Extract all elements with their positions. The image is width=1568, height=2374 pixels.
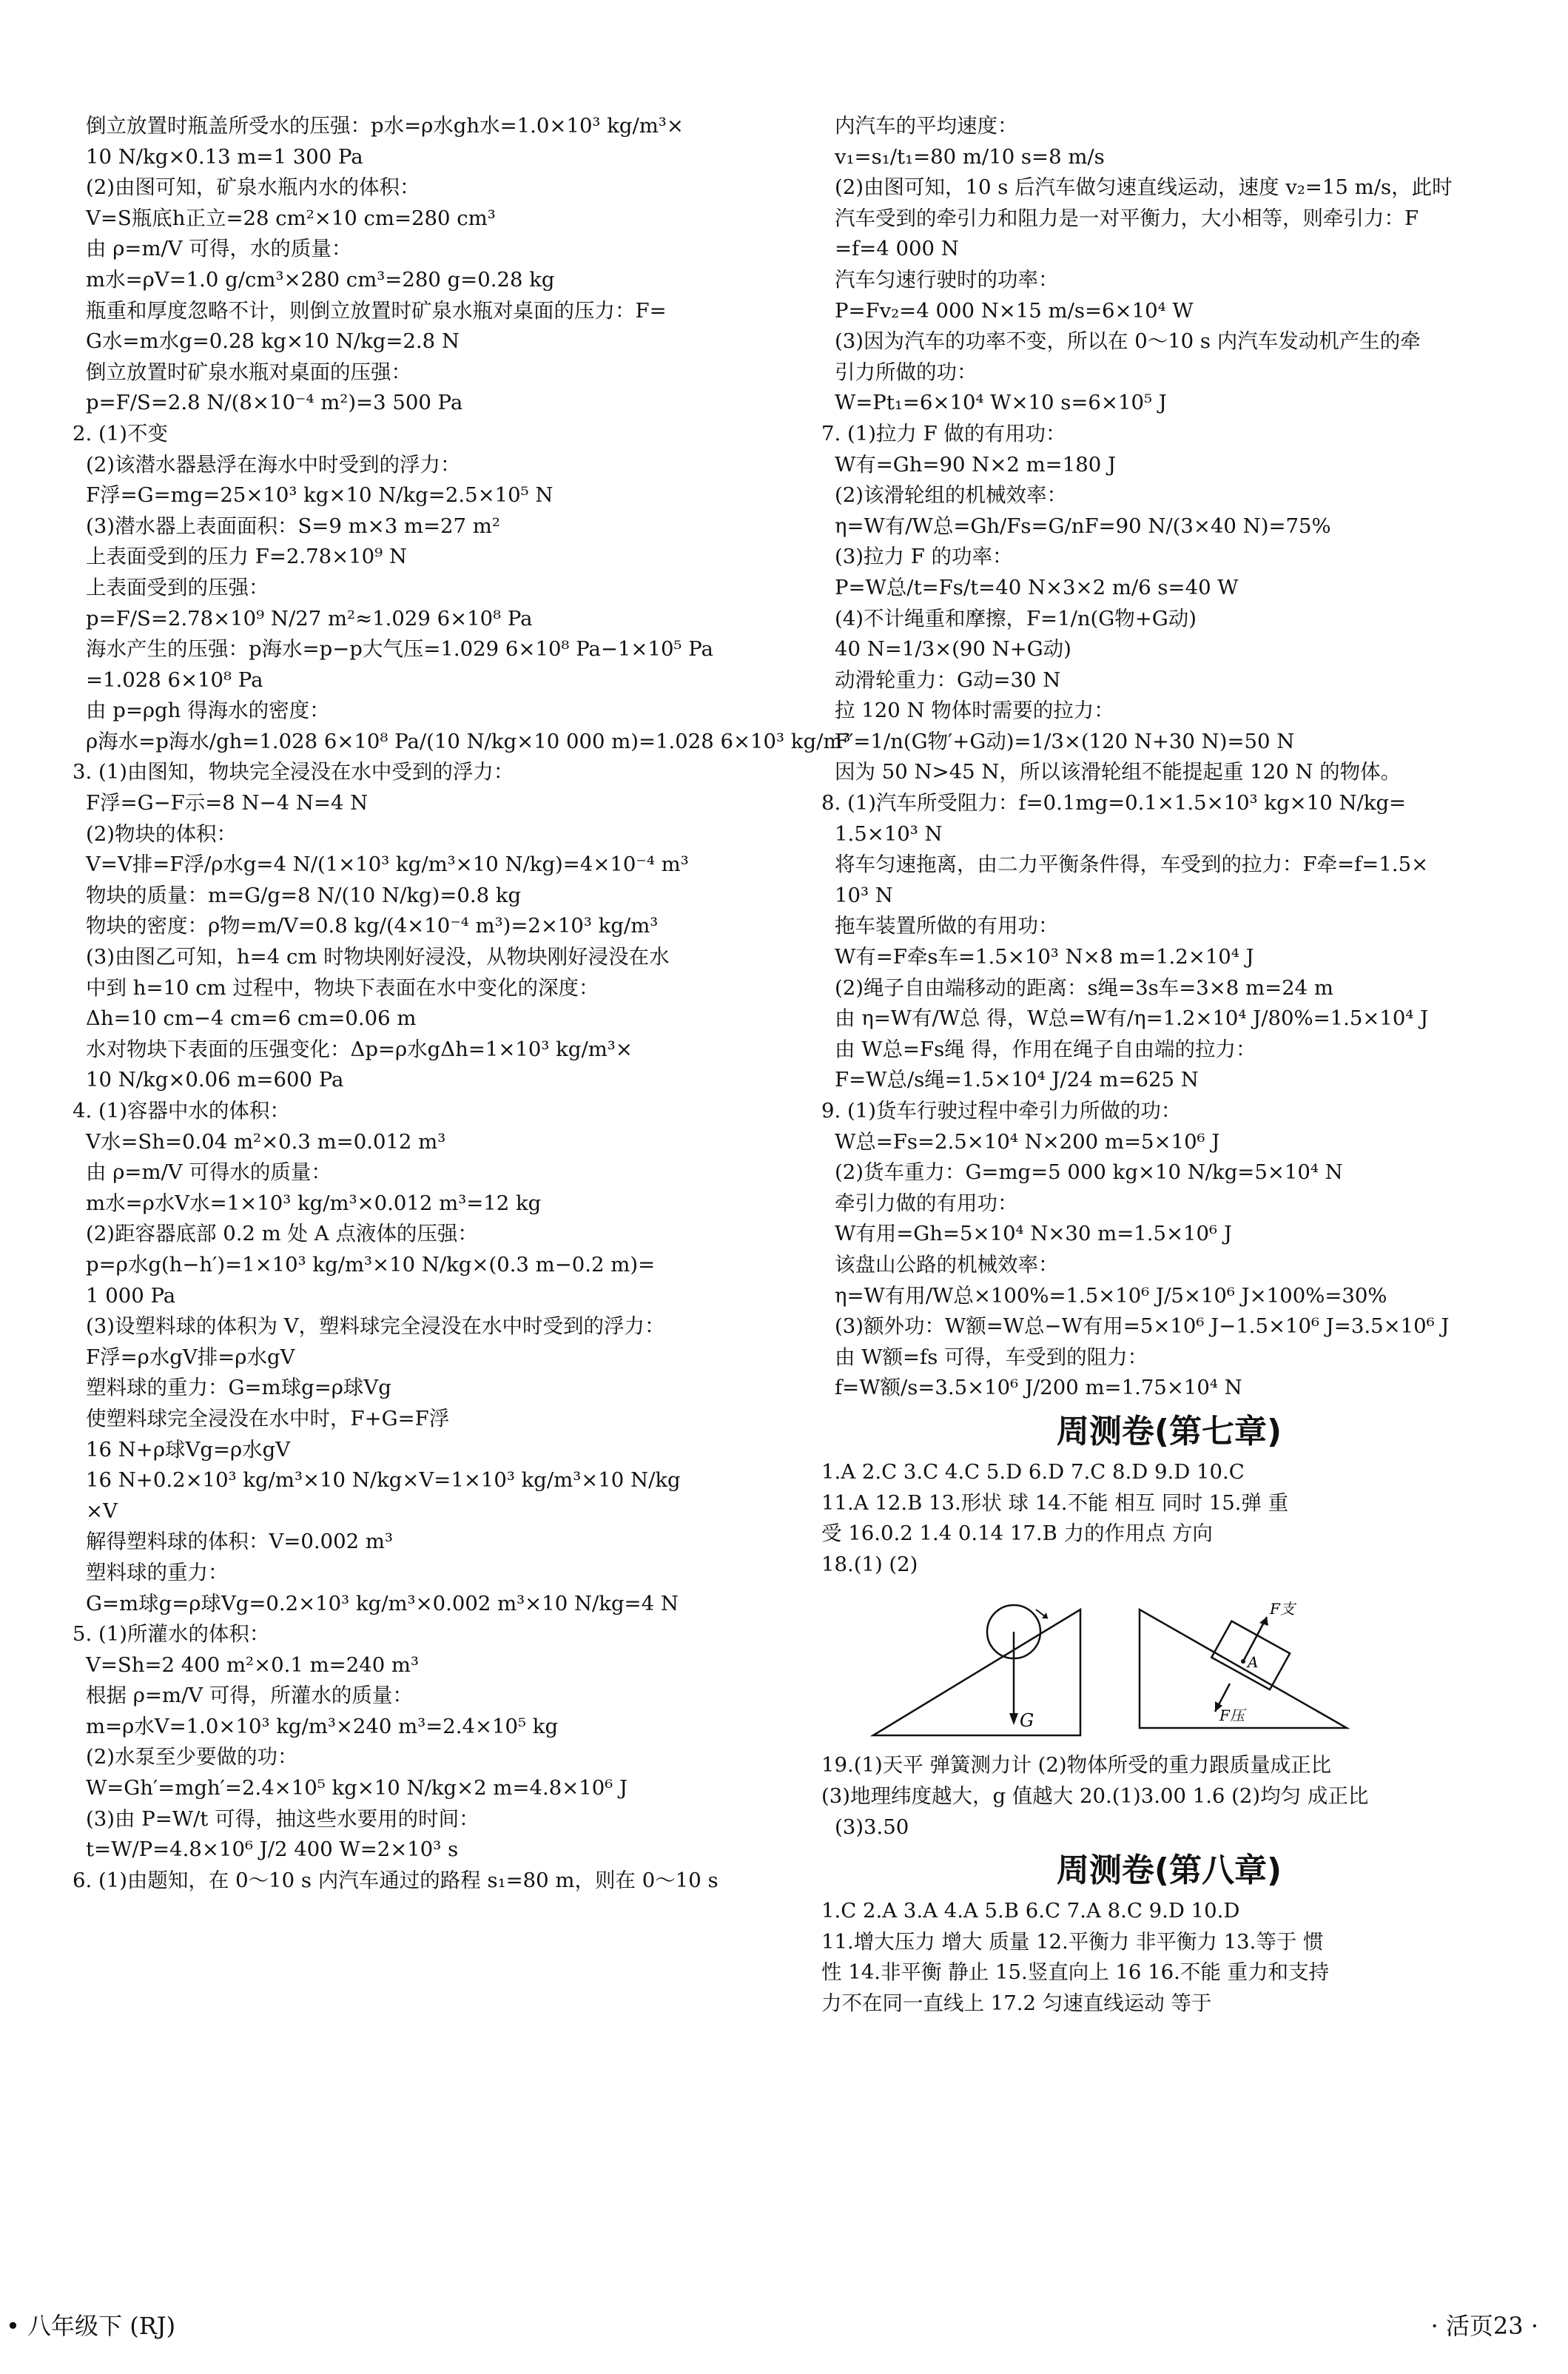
answer-line: 由 η=W有/W总 得，W总=W有/η=1.2×10⁴ J/80%=1.5×10⁴ J xyxy=(835,1006,1429,1031)
answer-line: G水=m水g=0.28 kg×10 N/kg=2.8 N xyxy=(86,329,460,354)
answer-line: V=Sh=2 400 m²×0.1 m=240 m³ xyxy=(86,1652,420,1677)
answer-line: W=Gh′=mgh′=2.4×10⁵ kg×10 N/kg×2 m=4.8×10⁶ J xyxy=(86,1776,628,1800)
block-on-incline-diagram xyxy=(1132,1580,1354,1743)
ch7-answer-line: (3)3.50 xyxy=(835,1815,909,1839)
gravity-label: G xyxy=(1020,1710,1034,1732)
answer-line: 汽车匀速行驶时的功率： xyxy=(835,267,1059,292)
answer-line: p=F/S=2.8 N/(8×10⁻⁴ m²)=3 500 Pa xyxy=(86,391,463,415)
answer-line: =1.028 6×10⁸ Pa xyxy=(86,668,263,692)
answer-line: (3)因为汽车的功率不变，所以在 0～10 s 内汽车发动机产生的牵 xyxy=(835,329,1421,354)
answer-line: m水=ρ水V水=1×10³ kg/m³×0.012 m³=12 kg xyxy=(86,1191,542,1215)
answer-line: W=Pt₁=6×10⁴ W×10 s=6×10⁵ J xyxy=(835,391,1167,415)
answer-line: (2)由图可知，10 s 后汽车做匀速直线运动，速度 v₂=15 m/s，此时 xyxy=(835,175,1453,200)
answer-line: F′=1/n(G物′+G动)=1/3×(120 N+30 N)=50 N xyxy=(835,729,1295,753)
answer-line: 1 000 Pa xyxy=(86,1283,176,1308)
answer-line: 16 N+ρ球Vg=ρ水gV xyxy=(86,1437,291,1462)
ch7-answer-line: (3)地理纬度越大，g 值越大 20.(1)3.00 1.6 (2)均匀 成正比 xyxy=(821,1783,1369,1808)
answer-line: 拖车装置所做的有用功： xyxy=(835,914,1059,938)
answer-line: (2)由图可知，矿泉水瓶内水的体积： xyxy=(86,175,420,200)
answer-line: F浮=G−F示=8 N−4 N=4 N xyxy=(86,791,369,816)
answer-line: 5. (1)所灌水的体积： xyxy=(73,1622,270,1647)
answer-line: 7. (1)拉力 F 做的有用功： xyxy=(821,421,1066,445)
answer-line: 海水产生的压强：p海水=p−p大气压=1.029 6×10⁸ Pa−1×10⁵ Pa xyxy=(86,637,713,662)
answer-line: 解得塑料球的体积：V=0.002 m³ xyxy=(86,1530,393,1554)
footer-page-number: · 活页23 · xyxy=(1430,2312,1538,2340)
answer-line: 1.5×10³ N xyxy=(835,821,943,846)
answer-line: η=W有用/W总×100%=1.5×10⁶ J/5×10⁶ J×100%=30% xyxy=(835,1283,1387,1308)
answer-line: 由 W总=Fs绳 得，作用在绳子自由端的拉力： xyxy=(835,1037,1256,1061)
answer-line: ×V xyxy=(86,1499,118,1523)
answer-line: 中到 h=10 cm 过程中，物块下表面在水中变化的深度： xyxy=(86,975,599,1000)
answer-line: P=W总/t=Fs/t=40 N×3×2 m/6 s=40 W xyxy=(835,575,1239,599)
answer-line: 由 ρ=m/V 可得，水的质量： xyxy=(86,237,352,261)
ch7-answer-line: 18.(1) (2) xyxy=(821,1552,918,1576)
answer-line: (3)潜水器上表面面积：S=9 m×3 m=27 m² xyxy=(86,514,500,538)
answer-line: W有用=Gh=5×10⁴ N×30 m=1.5×10⁶ J xyxy=(835,1222,1232,1246)
answer-line: m水=ρV=1.0 g/cm³×280 cm³=280 g=0.28 kg xyxy=(86,267,555,292)
answer-line: V=V排=F浮/ρ水g=4 N/(1×10³ kg/m³×10 N/kg)=4×10⁻⁴ m³ xyxy=(86,853,689,877)
answer-line: 10 N/kg×0.06 m=600 Pa xyxy=(86,1068,344,1092)
answer-line: 9. (1)货车行驶过程中牵引力所做的功： xyxy=(821,1099,1182,1123)
answer-line: m=ρ水V=1.0×10³ kg/m³×240 m³=2.4×10⁵ kg xyxy=(86,1714,559,1738)
answer-line: W总=Fs=2.5×10⁴ N×200 m=5×10⁶ J xyxy=(835,1129,1220,1154)
answer-line: 由 W额=fs 可得，车受到的阻力： xyxy=(835,1345,1148,1369)
answer-line: V水=Sh=0.04 m²×0.3 m=0.012 m³ xyxy=(86,1129,446,1154)
ch8-answer-line: 力不在同一直线上 17.2 匀速直线运动 等于 xyxy=(821,1991,1212,2015)
answer-line: (2)该潜水器悬浮在海水中时受到的浮力： xyxy=(86,452,461,477)
answer-line: 使塑料球完全浸没在水中时，F+G=F浮 xyxy=(86,1406,450,1430)
answer-line: η=W有/W总=Gh/Fs=G/nF=90 N/(3×40 N)=75% xyxy=(835,514,1331,538)
answer-line: F浮=G=mg=25×10³ kg×10 N/kg=2.5×10⁵ N xyxy=(86,483,553,508)
answer-line: 动滑轮重力：G动=30 N xyxy=(835,668,1061,692)
support-force-label: F支 xyxy=(1270,1600,1295,1618)
answer-line: (4)不计绳重和摩擦，F=1/n(G物+G动) xyxy=(835,606,1197,631)
answer-line: W有=F牵s车=1.5×10³ N×8 m=1.2×10⁴ J xyxy=(835,945,1254,969)
ch7-answer-line: 受 16.0.2 1.4 0.14 17.B 力的作用点 方向 xyxy=(821,1521,1213,1546)
answer-line: 由 ρ=m/V 可得水的质量： xyxy=(86,1160,332,1185)
answer-line: 瓶重和厚度忽略不计，则倒立放置时矿泉水瓶对桌面的压力：F= xyxy=(86,298,667,323)
answer-line: =f=4 000 N xyxy=(835,237,959,261)
answer-line: 3. (1)由图知，物块完全浸没在水中受到的浮力： xyxy=(73,760,514,784)
answer-line: F=W总/s绳=1.5×10⁴ J/24 m=625 N xyxy=(835,1068,1199,1092)
answer-line: 16 N+0.2×10³ kg/m³×10 N/kg×V=1×10³ kg/m³×10 N/kg xyxy=(86,1468,681,1493)
answer-line: 塑料球的重力：G=m球g=ρ球Vg xyxy=(86,1376,391,1400)
answer-line: 上表面受到的压力 F=2.78×10⁹ N xyxy=(86,545,407,569)
answer-line: v₁=s₁/t₁=80 m/10 s=8 m/s xyxy=(835,144,1105,169)
answer-line: 该盘山公路的机械效率： xyxy=(835,1252,1059,1277)
answer-line: 塑料球的重力： xyxy=(86,1560,229,1584)
ch7-answer-line: 11.A 12.B 13.形状 球 14.不能 相互 同时 15.弹 重 xyxy=(821,1490,1289,1515)
answer-line: 牵引力做的有用功： xyxy=(835,1191,1018,1215)
answer-line: Δh=10 cm−4 cm=6 cm=0.06 m xyxy=(86,1006,417,1031)
answer-line: P=Fv₂=4 000 N×15 m/s=6×10⁴ W xyxy=(835,298,1194,323)
ball-on-slope-diagram xyxy=(866,1580,1088,1743)
answer-line: (3)额外功：W额=W总−W有用=5×10⁶ J−1.5×10⁶ J=3.5×10⁶ J xyxy=(835,1314,1450,1339)
answers-continued xyxy=(821,111,1517,1404)
answer-line: p=F/S=2.78×10⁹ N/27 m²≈1.029 6×10⁸ Pa xyxy=(86,606,533,631)
answer-line: V=S瓶底h正立=28 cm²×10 cm=280 cm³ xyxy=(86,206,496,230)
section-title-ch7: 周测卷(第七章) xyxy=(1056,1412,1282,1450)
answer-line: (3)由 P=W/t 可得，抽这些水要用的时间： xyxy=(86,1806,480,1831)
answer-line: p=ρ水g(h−h′)=1×10³ kg/m³×10 N/kg×(0.3 m−0.2 m)= xyxy=(86,1252,656,1277)
answer-line: (2)货车重力：G=mg=5 000 kg×10 N/kg=5×10⁴ N xyxy=(835,1160,1343,1185)
answer-line: (2)物块的体积： xyxy=(86,821,237,846)
answer-line: 物块的质量：m=G/g=8 N/(10 N/kg)=0.8 kg xyxy=(86,883,522,907)
answer-line: W有=Gh=90 N×2 m=180 J xyxy=(835,452,1116,477)
answer-line: 6. (1)由题知，在 0～10 s 内汽车通过的路程 s₁=80 m，则在 0～10 s xyxy=(73,1868,719,1892)
section-title-ch8: 周测卷(第八章) xyxy=(1056,1852,1282,1890)
answer-line: 根据 ρ=m/V 可得，所灌水的质量： xyxy=(86,1684,413,1708)
ch8-answer-line: 1.C 2.A 3.A 4.A 5.B 6.C 7.A 8.C 9.D 10.D xyxy=(821,1899,1240,1923)
pressure-force-label: F压 xyxy=(1219,1706,1245,1725)
answer-line: 2. (1)不变 xyxy=(73,421,168,445)
answer-line: 40 N=1/3×(90 N+G动) xyxy=(835,637,1071,662)
answer-line: 汽车受到的牵引力和阻力是一对平衡力，大小相等，则牵引力：F xyxy=(835,206,1419,230)
answer-line: 引力所做的功： xyxy=(835,360,978,384)
answer-line: 8. (1)汽车所受阻力：f=0.1mg=0.1×1.5×10³ kg×10 N/kg= xyxy=(821,791,1407,816)
ch7-answer-line: 19.(1)天平 弹簧测力计 (2)物体所受的重力跟质量成正比 xyxy=(821,1753,1332,1778)
answer-line: 10 N/kg×0.13 m=1 300 Pa xyxy=(86,144,363,169)
footer-grade-label: • 八年级下 (RJ) xyxy=(6,2312,176,2340)
answer-line: (2)该滑轮组的机械效率： xyxy=(835,483,1067,508)
answer-line: 因为 50 N>45 N，所以该滑轮组不能提起重 120 N 的物体。 xyxy=(835,760,1402,784)
answer-line: 10³ N xyxy=(835,883,893,907)
answer-line: 将车匀速拖离，由二力平衡条件得，车受到的拉力：F牵=f=1.5× xyxy=(835,853,1429,877)
answer-line: 水对物块下表面的压强变化：Δp=ρ水gΔh=1×10³ kg/m³× xyxy=(86,1037,633,1061)
answer-line: 倒立放置时瓶盖所受水的压强：p水=ρ水gh水=1.0×10³ kg/m³× xyxy=(86,114,684,138)
answer-line: 物块的密度：ρ物=m/V=0.8 kg/(4×10⁻⁴ m³)=2×10³ kg/m³ xyxy=(86,914,659,938)
left-column xyxy=(73,111,851,1896)
answer-line: (2)绳子自由端移动的距离：s绳=3s车=3×8 m=24 m xyxy=(835,975,1333,1000)
answer-line: 由 p=ρgh 得海水的密度： xyxy=(86,699,330,723)
ch8-answer-line: 性 14.非平衡 静止 15.竖直向上 16 16.不能 重力和支持 xyxy=(821,1960,1330,1985)
answer-line: 倒立放置时矿泉水瓶对桌面的压强： xyxy=(86,360,411,384)
answer-line: (3)拉力 F 的功率： xyxy=(835,545,1013,569)
answer-line: (2)距容器底部 0.2 m 处 A 点液体的压强： xyxy=(86,1222,478,1246)
answer-line: F浮=ρ水gV排=ρ水gV xyxy=(86,1345,295,1369)
answer-line: G=m球g=ρ球Vg=0.2×10³ kg/m³×0.002 m³×10 N/kg=4 N xyxy=(86,1591,679,1615)
answer-line: 上表面受到的压强： xyxy=(86,575,269,599)
right-column xyxy=(821,111,1517,2019)
answer-line: (2)水泵至少要做的功： xyxy=(86,1745,298,1769)
answer-line: (3)由图乙可知，h=4 cm 时物块刚好浸没，从物块刚好浸没在水 xyxy=(86,945,670,969)
force-diagrams xyxy=(821,1580,1517,1750)
ch7-answer-line: 1.A 2.C 3.C 4.C 5.D 6.D 7.C 8.D 9.D 10.C xyxy=(821,1459,1245,1484)
answer-line: 拉 120 N 物体时需要的拉力： xyxy=(835,699,1114,723)
answer-line: 内汽车的平均速度： xyxy=(835,114,1018,138)
answer-line: (3)设塑料球的体积为 V，塑料球完全浸没在水中时受到的浮力： xyxy=(86,1314,665,1339)
answer-line: ρ海水=p海水/gh=1.028 6×10⁸ Pa/(10 N/kg×10 000 m)=1.028 6×10³ kg/m³ xyxy=(86,729,851,753)
ch8-answer-line: 11.增大压力 增大 质量 12.平衡力 非平衡力 13.等于 惯 xyxy=(821,1929,1324,1954)
answer-line: f=W额/s=3.5×10⁶ J/200 m=1.75×10⁴ N xyxy=(835,1376,1242,1400)
answer-line: t=W/P=4.8×10⁶ J/2 400 W=2×10³ s xyxy=(86,1837,459,1862)
point-a-label: A xyxy=(1248,1653,1259,1672)
answer-line: 4. (1)容器中水的体积： xyxy=(73,1099,290,1123)
